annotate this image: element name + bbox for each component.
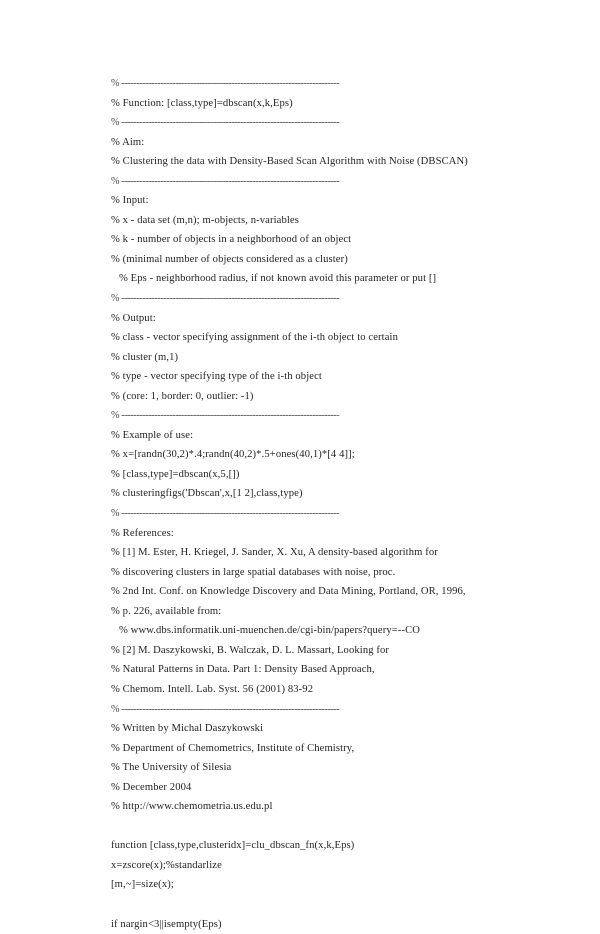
code-line: if nargin<3||isempty(Eps) [111,918,222,930]
code-line: % Function: [class,type]=dbscan(x,k,Eps) [111,97,293,109]
code-line: % [class,type]=dbscan(x,5,[]) [111,468,240,480]
code-listing [111,74,571,934]
code-line: % Input: [111,195,149,207]
code-line: % ------------------------------------------------------------------------- [111,293,340,305]
code-line: % (minimal number of objects considered as a cluster) [111,253,348,265]
code-line: % 2nd Int. Conf. on Knowledge Discovery and Data Mining, Portland, OR, 1996, [111,586,466,598]
code-line: % x - data set (m,n); m-objects, n-variables [111,214,299,226]
code-line: % x=[randn(30,2)*.4;randn(40,2)*.5+ones(40,1)*[4 4]]; [111,449,355,461]
code-line: x=zscore(x);%standarlize [111,859,222,871]
code-line: % cluster (m,1) [111,351,179,363]
code-line: % Eps - neighborhood radius, if not known avoid this parameter or put [] [119,273,437,285]
code-line: % Written by Michal Daszykowski [111,723,264,735]
code-line: % ------------------------------------------------------------------------- [111,508,340,520]
code-line: function [class,type,clusteridx]=clu_dbscan_fn(x,k,Eps) [111,840,355,852]
code-line: % Example of use: [111,429,194,441]
code-line: % [2] M. Daszykowski, B. Walczak, D. L. Massart, Looking for [111,644,390,656]
code-line: % (core: 1, border: 0, outlier: -1) [111,390,254,402]
code-line: % ------------------------------------------------------------------------- [111,78,340,89]
code-line: % ------------------------------------------------------------------------- [111,703,340,715]
code-line: % class - vector specifying assignment of the i-th object to certain [111,332,398,344]
code-line: % ------------------------------------------------------------------------- [111,175,340,187]
code-line: [m,~]=size(x); [111,879,174,891]
code-line: % Chemom. Intell. Lab. Syst. 56 (2001) 83-92 [111,683,314,695]
code-line: % The University of Silesia [111,762,232,774]
code-line: % k - number of objects in a neighborhood of an object [111,234,352,246]
code-line: % Clustering the data with Density-Based Scan Algorithm with Noise (DBSCAN) [111,156,468,168]
code-line: % Aim: [111,136,145,148]
code-line [111,817,571,837]
code-line: % type - vector specifying type of the i-th object [111,371,322,383]
code-line: % References: [111,527,174,539]
code-line: % ------------------------------------------------------------------------- [111,117,340,129]
code-line: % Output: [111,312,156,324]
code-line: % p. 226, available from: [111,605,222,617]
code-line: % ------------------------------------------------------------------------- [111,410,340,422]
code-line: % Natural Patterns in Data. Part 1: Density Based Approach, [111,664,375,676]
code-line: % http://www.chemometria.us.edu.pl [111,801,273,813]
code-line: % December 2004 [111,781,192,793]
code-line: % Department of Chemometrics, Institute of Chemistry, [111,742,355,754]
code-line: % [1] M. Ester, H. Kriegel, J. Sander, X. Xu, A density-based algorithm for [111,547,438,559]
code-line: % www.dbs.informatik.uni-muenchen.de/cgi-bin/papers?query=--CO [119,625,421,637]
code-line: % clusteringfigs('Dbscan',x,[1 2],class,type) [111,488,303,500]
code-line [111,895,571,915]
code-line: % discovering clusters in large spatial databases with noise, proc. [111,566,396,578]
